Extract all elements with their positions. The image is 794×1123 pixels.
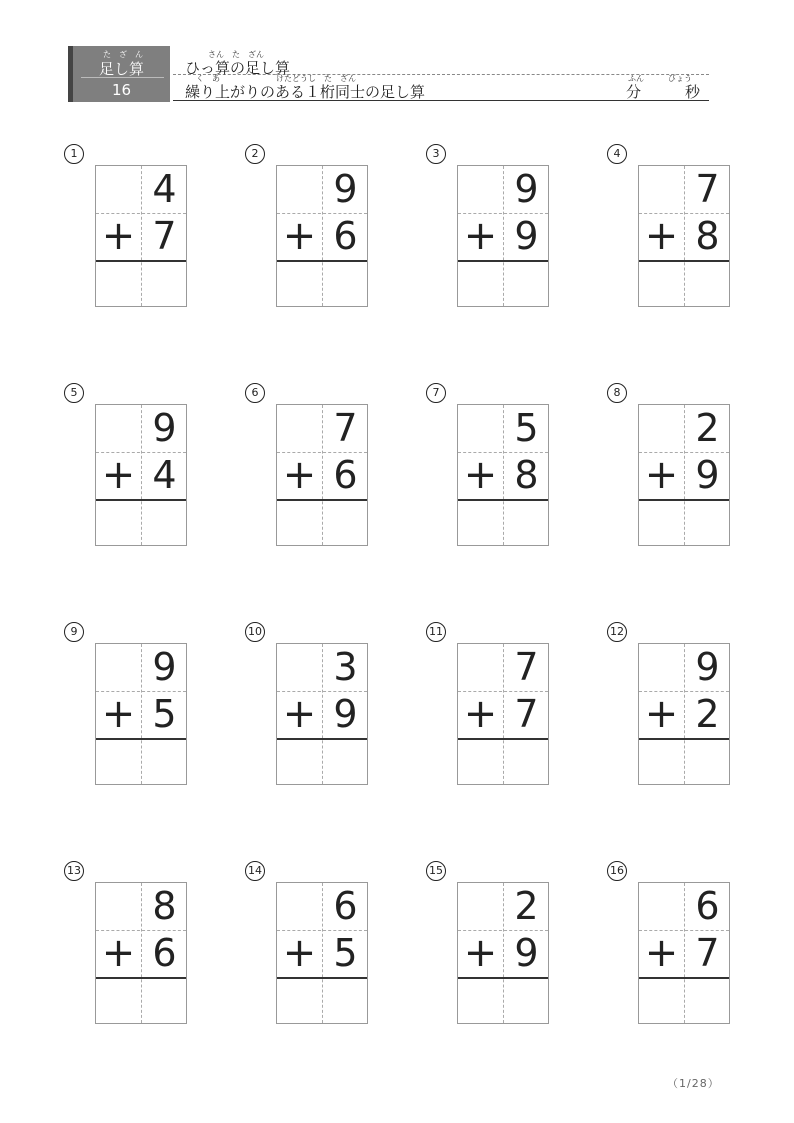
answer-box[interactable]: [277, 740, 367, 784]
plus-sign: +: [463, 930, 498, 976]
answer-box[interactable]: [96, 979, 186, 1023]
plus-sign: +: [101, 930, 136, 976]
plus-sign: +: [463, 213, 498, 259]
bottom-addend: 8: [514, 453, 539, 497]
top-addend: 9: [152, 645, 177, 689]
page-indicator: （1/28）: [667, 1077, 720, 1090]
top-addend: 4: [152, 167, 177, 211]
bottom-addend: 7: [152, 214, 177, 258]
bottom-addend: 9: [695, 453, 720, 497]
badge-divider: [81, 77, 164, 78]
badge-title: 足し算: [98, 60, 144, 78]
top-addend: 9: [695, 645, 720, 689]
addition-grid: [95, 882, 187, 1024]
problem-card: [64, 383, 194, 553]
addition-grid: [276, 882, 368, 1024]
plus-sign: +: [101, 213, 136, 259]
addition-grid: [457, 643, 549, 785]
problem-number: 11: [426, 622, 446, 642]
top-addend: 6: [333, 884, 358, 928]
answer-box[interactable]: [96, 262, 186, 306]
answer-box[interactable]: [639, 740, 729, 784]
addition-grid: [638, 404, 730, 546]
top-addend: 7: [695, 167, 720, 211]
problem-number: 1: [64, 144, 84, 164]
bottom-addend: 4: [152, 453, 177, 497]
problem-card: [607, 622, 737, 792]
problem-number: 2: [245, 144, 265, 164]
bottom-addend: 6: [333, 453, 358, 497]
answer-box[interactable]: [277, 262, 367, 306]
addition-grid: [457, 882, 549, 1024]
addition-grid: [457, 165, 549, 307]
problem-number: 3: [426, 144, 446, 164]
plus-sign: +: [644, 691, 679, 737]
badge-ruby: たざん: [103, 50, 151, 59]
plus-sign: +: [644, 452, 679, 498]
problem-card: [426, 144, 556, 314]
top-addend: 3: [333, 645, 358, 689]
worksheet-subtitle: 繰り上がりのある１桁同士の足し算: [185, 83, 426, 101]
problem-number: 10: [245, 622, 265, 642]
addition-grid: [276, 165, 368, 307]
plus-sign: +: [282, 452, 317, 498]
plus-sign: +: [463, 452, 498, 498]
plus-sign: +: [463, 691, 498, 737]
top-addend: 8: [152, 884, 177, 928]
top-addend: 7: [514, 645, 539, 689]
problem-card: [607, 861, 737, 1031]
time-ruby: ふん びょう: [628, 74, 692, 83]
bottom-addend: 7: [695, 931, 720, 975]
bottom-addend: 8: [695, 214, 720, 258]
bottom-addend: 7: [514, 692, 539, 736]
answer-box[interactable]: [96, 501, 186, 545]
problem-card: [607, 144, 737, 314]
answer-box[interactable]: [458, 262, 548, 306]
problem-number: 9: [64, 622, 84, 642]
bottom-addend: 9: [514, 214, 539, 258]
title1-ruby: さん た ざん: [208, 50, 264, 59]
addition-grid: [638, 882, 730, 1024]
bottom-addend: 5: [333, 931, 358, 975]
top-addend: 9: [514, 167, 539, 211]
addition-grid: [276, 643, 368, 785]
problem-card: [426, 861, 556, 1031]
plus-sign: +: [282, 213, 317, 259]
problem-number: 12: [607, 622, 627, 642]
addition-grid: [95, 643, 187, 785]
bottom-addend: 6: [152, 931, 177, 975]
problem-card: [245, 383, 375, 553]
answer-box[interactable]: [639, 501, 729, 545]
plus-sign: +: [101, 691, 136, 737]
bottom-addend: 9: [514, 931, 539, 975]
problem-card: [245, 861, 375, 1031]
problem-card: [64, 144, 194, 314]
answer-box[interactable]: [639, 979, 729, 1023]
worksheet-header: [68, 46, 709, 102]
problem-number: 5: [64, 383, 84, 403]
problem-card: [64, 861, 194, 1031]
top-addend: 6: [695, 884, 720, 928]
answer-box[interactable]: [277, 501, 367, 545]
addition-grid: [638, 643, 730, 785]
problem-card: [245, 622, 375, 792]
answer-box[interactable]: [458, 501, 548, 545]
addition-grid: [457, 404, 549, 546]
top-addend: 5: [514, 406, 539, 450]
problem-number: 13: [64, 861, 84, 881]
bottom-addend: 2: [695, 692, 720, 736]
top-addend: 7: [333, 406, 358, 450]
problem-card: [245, 144, 375, 314]
problem-number: 15: [426, 861, 446, 881]
plus-sign: +: [644, 930, 679, 976]
plus-sign: +: [282, 691, 317, 737]
bottom-addend: 9: [333, 692, 358, 736]
problem-number: 14: [245, 861, 265, 881]
problem-card: [426, 622, 556, 792]
seconds-label: 秒: [685, 83, 701, 101]
problem-card: [607, 383, 737, 553]
answer-box[interactable]: [458, 740, 548, 784]
problem-number: 7: [426, 383, 446, 403]
answer-box[interactable]: [277, 979, 367, 1023]
problem-number: 8: [607, 383, 627, 403]
title2-ruby: く あ けたどうし た ざん: [196, 74, 356, 83]
worksheet-title: ひっ算の足し算: [185, 59, 291, 77]
problem-card: [426, 383, 556, 553]
addition-grid: [95, 404, 187, 546]
top-addend: 9: [333, 167, 358, 211]
addition-grid: [638, 165, 730, 307]
worksheet-number: 16: [111, 81, 132, 99]
plus-sign: +: [282, 930, 317, 976]
problem-number: 16: [607, 861, 627, 881]
problem-card: [64, 622, 194, 792]
answer-box[interactable]: [96, 740, 186, 784]
plus-sign: +: [644, 213, 679, 259]
problem-number: 4: [607, 144, 627, 164]
answer-box[interactable]: [639, 262, 729, 306]
top-addend: 2: [514, 884, 539, 928]
worksheet-badge: [68, 46, 170, 102]
answer-box[interactable]: [458, 979, 548, 1023]
minutes-label: 分: [626, 83, 642, 101]
top-addend: 2: [695, 406, 720, 450]
top-addend: 9: [152, 406, 177, 450]
addition-grid: [95, 165, 187, 307]
plus-sign: +: [101, 452, 136, 498]
bottom-addend: 6: [333, 214, 358, 258]
addition-grid: [276, 404, 368, 546]
problem-number: 6: [245, 383, 265, 403]
bottom-addend: 5: [152, 692, 177, 736]
